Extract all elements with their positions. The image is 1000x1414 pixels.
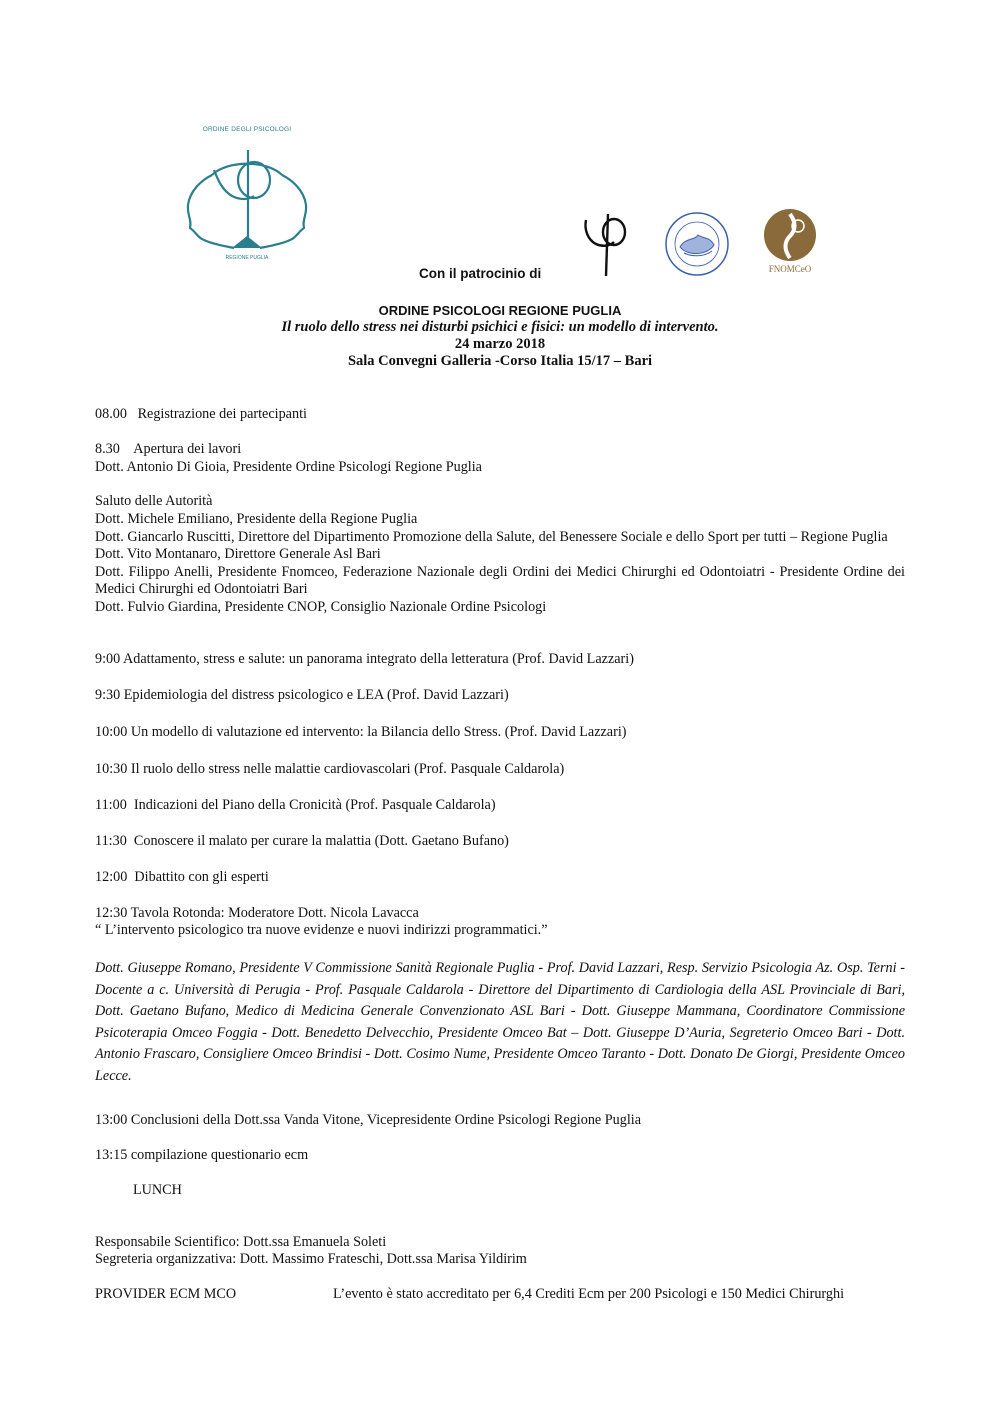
psi-logo xyxy=(582,210,634,278)
provider-label: PROVIDER ECM MCO xyxy=(95,1286,237,1302)
session-item: 10:30 Il ruolo dello stress nelle malattie cardiovascolari (Prof. Pasquale Caldarola) xyxy=(95,761,565,777)
omceo-bari-seal xyxy=(664,211,730,277)
logo-bottom-text: REGIONE PUGLIA xyxy=(225,255,269,261)
greetings-title: Saluto delle Autorità xyxy=(95,493,213,509)
opening-item: 8.30 Apertura dei lavori xyxy=(95,441,242,457)
fnomceo-label: FNOMCeO xyxy=(768,264,812,274)
round-table-topic: “ L’intervento psicologico tra nuove evidenze e nuovi indirizzi programmatici.” xyxy=(95,922,548,938)
session-item: 12:00 Dibattito con gli esperti xyxy=(95,869,269,885)
questionnaire-item: 13:15 compilazione questionario ecm xyxy=(95,1147,309,1163)
greetings-list xyxy=(95,511,905,616)
fnomceo-emblem-icon xyxy=(762,208,818,264)
event-date: 24 marzo 2018 xyxy=(454,336,546,352)
session-item: 9:00 Adattamento, stress e salute: un panorama integrato della letteratura (Prof. David Lazzari) xyxy=(95,651,634,667)
ordine-psicologi-logo xyxy=(182,120,312,270)
event-venue: Sala Convegni Galleria -Corso Italia 15/17 – Bari xyxy=(347,353,653,369)
session-item: 9:30 Epidemiologia del distress psicologico e LEA (Prof. David Lazzari) xyxy=(95,687,509,703)
opening-speaker: Dott. Antonio Di Gioia, Presidente Ordine Psicologi Regione Puglia xyxy=(95,459,482,475)
patronage-label: Con il patrocinio di xyxy=(419,266,542,281)
session-item: 10:00 Un modello di valutazione ed intervento: la Bilancia dello Stress. (Prof. David Lazzari) xyxy=(95,724,627,740)
greeting-item: Dott. Michele Emiliano, Presidente della Regione Puglia xyxy=(95,511,418,527)
secretariat: Segreteria organizzativa: Dott. Massimo Frateschi, Dott.ssa Marisa Yildirim xyxy=(95,1251,527,1267)
seal-icon xyxy=(664,211,730,277)
greeting-item: Dott. Filippo Anelli, Presidente Fnomceo, Federazione Nazionale degli Ordini dei Medici Chirurghi ed Odontoiatri - Presidente Ordine dei Medici Chirurghi ed Odontoiatri Bari xyxy=(95,563,905,597)
panelists-list: Dott. Giuseppe Romano, Presidente V Commissione Sanità Regionale Puglia - Prof. David Lazzari, Resp. Servizio Psicologia Az. Osp. Terni - Docente a c. Università di Perugia - Prof. Pasquale Caldarola - Direttore del Dipartimento di Cardiologia della ASL Provinciale di Bari, Dott. Gaetano Bufano, Medico di Medicina Generale Convenzionato ASL Bari - Dott. Giuseppe Mammana, Coordinatore Commissione Psicoterapia Omceo Foggia - Dott. Benedetto Delvecchio, Presidente Omceo Bat – Dott. Giuseppe D’Auria, Segreterio Omceo Bari - Dott. Antonio Frascaro, Consigliere Omceo Brindisi - Dott. Cosimo Nume, Presidente Omceo Taranto - Dott. Donato De Giorgi, Presidente Omceo Lecce. xyxy=(95,960,905,1084)
greeting-item: Dott. Fulvio Giardina, Presidente CNOP, Consiglio Nazionale Ordine Psicologi xyxy=(95,598,547,615)
registration-item: 08.00 Registrazione dei partecipanti xyxy=(95,406,307,422)
session-item: 11:30 Conoscere il malato per curare la malattia (Dott. Gaetano Bufano) xyxy=(95,833,509,849)
round-table-item: 12:30 Tavola Rotonda: Moderatore Dott. Nicola Lavacca xyxy=(95,905,419,921)
event-title: Il ruolo dello stress nei disturbi psichici e fisici: un modello di intervento. xyxy=(281,319,719,335)
session-item: 11:00 Indicazioni del Piano della Cronicità (Prof. Pasquale Caldarola) xyxy=(95,797,496,813)
conclusions-item: 13:00 Conclusioni della Dott.ssa Vanda Vitone, Vicepresidente Ordine Psicologi Regione Puglia xyxy=(95,1112,642,1128)
event-header xyxy=(0,302,1000,370)
psi-symbol-icon xyxy=(582,210,634,278)
lunch-item: LUNCH xyxy=(133,1182,182,1198)
organization-name: ORDINE PSICOLOGI REGIONE PUGLIA xyxy=(378,303,622,318)
greeting-item: Dott. Vito Montanaro, Direttore Generale Asl Bari xyxy=(95,546,381,562)
accreditation-info: L’evento è stato accreditato per 6,4 Crediti Ecm per 200 Psicologi e 150 Medici Chirurghi xyxy=(333,1286,845,1302)
psi-heads-icon xyxy=(182,120,312,270)
fnomceo-logo xyxy=(762,208,818,280)
logo-top-text: ORDINE DEGLI PSICOLOGI xyxy=(202,126,292,133)
scientific-lead: Responsabile Scientifico: Dott.ssa Emanuela Soleti xyxy=(95,1234,387,1250)
greeting-item: Dott. Giancarlo Ruscitti, Direttore del Dipartimento Promozione della Salute, del Benessere Sociale e dello Sport per tutti – Regione Puglia xyxy=(95,528,888,545)
